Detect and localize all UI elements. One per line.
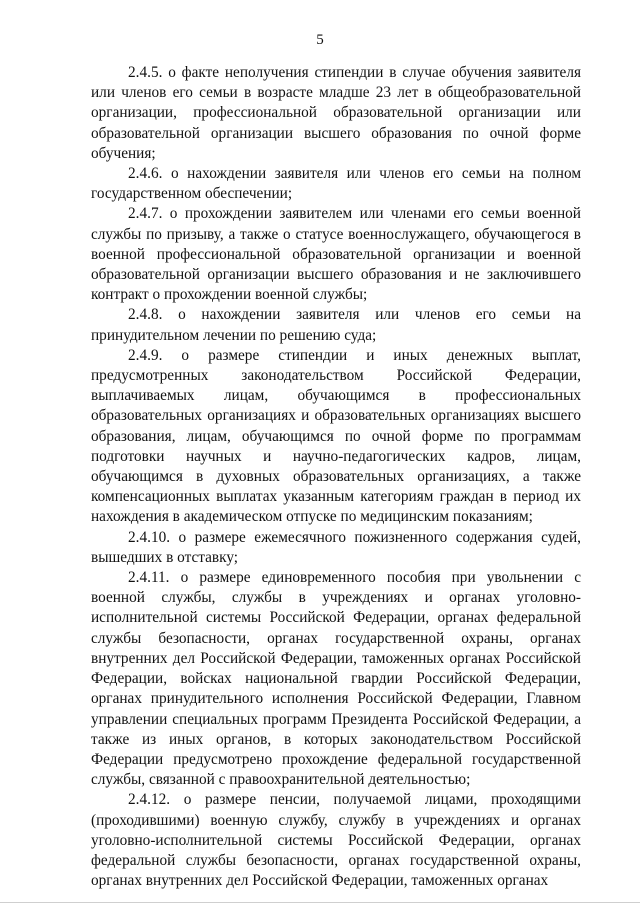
paragraph-2-4-5: 2.4.5. о факте неполучения стипендии в случае обучения заявителя или членов его семьи в возрасте младше 23 лет в общеобразовательной организации, профессиональной образовательной организации или образовательной организации высшего образования по очной форме обучения; xyxy=(91,64,581,162)
paragraph-2-4-10: 2.4.10. о размере ежемесячного пожизненного содержания судей, вышедших в отставку; xyxy=(91,528,581,566)
paragraph-2-4-12: 2.4.12. о размере пенсии, получаемой лицами, проходящими (проходившими) военную службу, службу в учреждениях и органах уголовно-исполнительной системы Российской Федерации, органах федеральной службы безопасности, органах государственной охраны, органах внутренних дел Российской Федерации, таможенных органах xyxy=(91,791,581,890)
document-body xyxy=(91,63,581,891)
paragraph-2-4-9: 2.4.9. о размере стипендии и иных денежных выплат, предусмотренных законодательством Российской Федерации, выплачиваемых лицам, обучающимся в профессиональных образовательных организациях и образовательных организациях высшего образования, лицам, обучающимся по очной форме по программам подготовки научных и научно-педагогических кадров, лицам, обучающимся в духовных образовательных организациях, а также компенсационных выплатах указанным категориям граждан в период их нахождения в академическом отпуске по медицинским показаниям; xyxy=(91,346,581,526)
paragraph-2-4-8: 2.4.8. о нахождении заявителя или членов его семьи на принудительном лечении по решению суда; xyxy=(91,306,581,344)
paragraph-2-4-11: 2.4.11. о размере единовременного пособия при увольнении с военной службы, службы в учреждениях и органах уголовно-исполнительной системы Российской Федерации, органах федеральной службы безопасности, органах государственной охраны, органах внутренних дел Российской Федерации, таможенных органах Российской Федерации, войсках национальной гвардии Российской Федерации, органах принудительного исполнения Российской Федерации, Главном управлении специальных программ Президента Российской Федерации, а также из иных органов, в которых законодательством Российской Федерации предусмотрено прохождение федеральной государственной службы, связанной с правоохранительной деятельностью; xyxy=(91,569,581,789)
page-number: 5 xyxy=(316,32,324,48)
paragraph-2-4-7: 2.4.7. о прохождении заявителем или членами его семьи военной службы по призыву, а также о статусе военнослужащего, обучающегося в военной профессиональной образовательной организации и военной образовательной организации высшего образования и не заключившего контракт о прохождении военной службы; xyxy=(91,205,581,304)
paragraph-2-4-6: 2.4.6. о нахождении заявителя или членов его семьи на полном государственном обеспечении; xyxy=(91,165,581,203)
scan-edge-line xyxy=(0,902,640,903)
